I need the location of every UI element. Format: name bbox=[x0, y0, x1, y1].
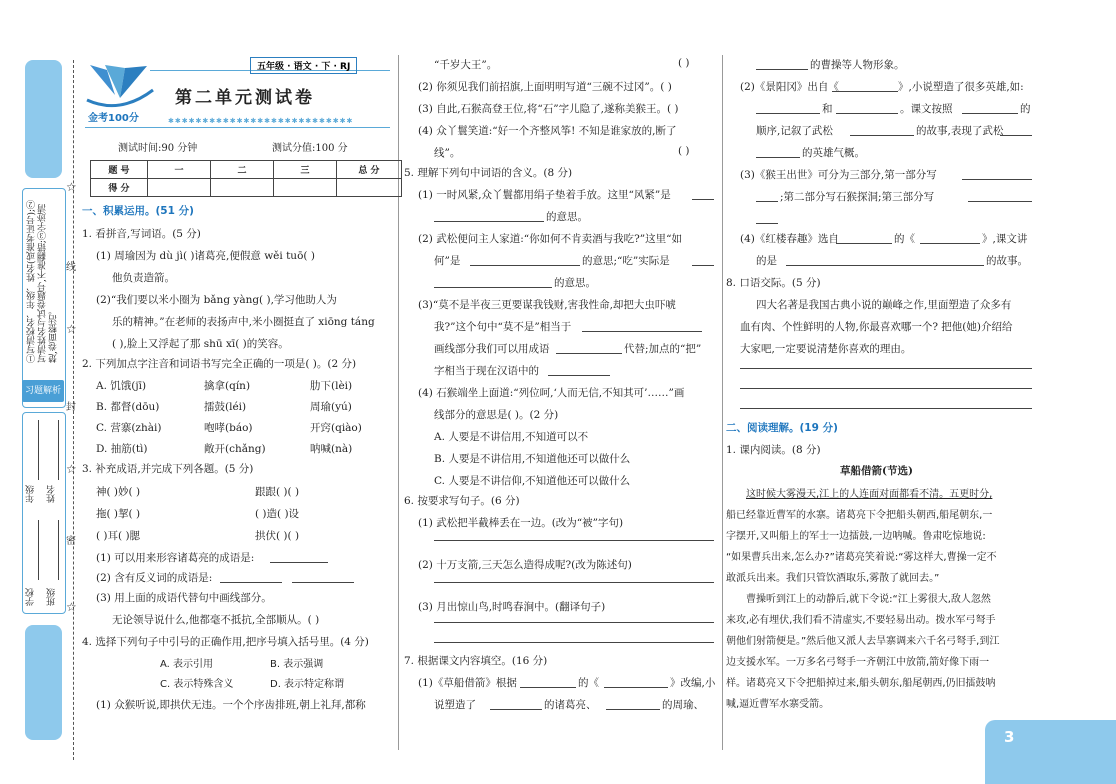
section-heading: 二、阅读理解。(19 分) bbox=[726, 422, 838, 434]
side-field-line bbox=[38, 420, 39, 480]
star-icon: ☆ bbox=[66, 462, 77, 476]
question-line: (4) 石猴端坐上面道:“列位呵,‘人而无信,不知其可’……”画 bbox=[418, 387, 685, 399]
question-line: (2) 你须见我们前招旗,上面明明写道“三碗不过冈”。( ) bbox=[418, 81, 672, 93]
answer-blank[interactable] bbox=[756, 223, 778, 224]
question-line: 4. 选择下列句子中引号的正确作用,把序号填入括号里。(4 分) bbox=[82, 636, 369, 648]
question-line: (2) 武松便问主人家道:“你如何不肯卖酒与我吃?”这里“如 bbox=[418, 233, 682, 245]
passage-line: “如果曹兵出来,怎么办?”诸葛亮笑着说:“雾这样大,曹操一定不 bbox=[726, 552, 997, 563]
score-header: 题 号 bbox=[91, 161, 148, 179]
passage-line: 朝他们射箭便是。”然后他又派人去旱寨调来六千名弓弩手,到江 bbox=[726, 636, 1000, 647]
test-time: 测试时间:90 分钟 bbox=[118, 143, 198, 154]
answer-blank[interactable] bbox=[962, 179, 1032, 180]
passage-line: 这时候大雾漫天,江上的人连面对面都看不清。五更时分, bbox=[746, 489, 993, 500]
side-note: ①写清校名、年级、姓名(或准考证号);②写清姓名与试卷题号,不准翻错;③字迹清楚,卷面整洁。 bbox=[27, 199, 59, 363]
answer-blank[interactable] bbox=[434, 221, 544, 222]
answer-blank[interactable] bbox=[836, 113, 898, 114]
answer-blank[interactable] bbox=[962, 113, 1018, 114]
answer-blank[interactable] bbox=[850, 135, 914, 136]
answer-blank[interactable] bbox=[692, 265, 714, 266]
option-item: A. 表示引用 bbox=[160, 659, 214, 670]
question-line: (3) 自此,石猴高登王位,将“石”字儿隐了,遂称美猴王。( ) bbox=[418, 103, 679, 115]
question-line: 的 bbox=[1020, 103, 1031, 115]
question-line: 的《 bbox=[894, 233, 915, 245]
cut-mark: 密 bbox=[66, 536, 76, 547]
answer-analysis-button[interactable]: 习题解析 bbox=[22, 380, 64, 402]
option-item: C. 人要是不讲信仰,不知道他还可以做什么 bbox=[434, 475, 631, 487]
question-line: (4)《红楼春趣》选自 bbox=[740, 233, 839, 245]
answer-blank[interactable] bbox=[832, 91, 898, 92]
option-item: A. 饥饿(jī) bbox=[96, 380, 147, 392]
question-line: 的诸葛亮、 bbox=[544, 699, 597, 711]
answer-line[interactable] bbox=[740, 388, 1032, 389]
answer-line[interactable] bbox=[740, 408, 1032, 409]
question-line: (1) 武松把半截棒丢在一边。(改为“被”字句) bbox=[418, 517, 624, 529]
passage-line: 来攻,必有埋伏,我们看不清虚实,不要轻易出动。拨水军弓弩手 bbox=[726, 615, 996, 626]
answer-blank[interactable] bbox=[836, 243, 892, 244]
question-line: 》改编,小 bbox=[670, 677, 716, 689]
side-field-box bbox=[22, 412, 66, 614]
question-line: 1. 看拼音,写词语。(5 分) bbox=[82, 228, 201, 240]
answer-blank[interactable] bbox=[556, 353, 622, 354]
header-rule bbox=[85, 127, 390, 128]
star-icon: ☆ bbox=[66, 322, 77, 336]
option-item: C. 营寨(zhài) bbox=[96, 422, 162, 434]
answer-line[interactable] bbox=[434, 642, 714, 643]
score-table bbox=[90, 160, 402, 197]
answer-blank[interactable] bbox=[270, 562, 328, 563]
passage-line: 样。诸葛亮又下令把船掉过来,船头朝东,船尾朝西,仍旧擂鼓呐 bbox=[726, 678, 996, 689]
question-line: 他负责造箭。 bbox=[112, 272, 175, 284]
answer-blank[interactable] bbox=[756, 157, 800, 158]
answer-blank[interactable] bbox=[968, 201, 1032, 202]
question-line: (1)《草船借箭》根据 bbox=[418, 677, 517, 689]
question-line: (3)《猴王出世》可分为三部分,第一部分写 bbox=[740, 169, 937, 181]
question-line: 的意思。 bbox=[546, 211, 588, 223]
question-line: (3) 用上面的成语代替句中画线部分。 bbox=[96, 592, 272, 604]
column-divider bbox=[722, 55, 723, 750]
question-line: 》,小说塑造了很多英雄,如: bbox=[898, 81, 1024, 93]
answer-blank[interactable] bbox=[606, 709, 660, 710]
question-line: (2) 十万支箭,三天怎么造得成呢?(改为陈述句) bbox=[418, 559, 632, 571]
passage-line: 字摆开,又叫船上的军士一边擂鼓,一边呐喊。鲁肃吃惊地说: bbox=[726, 531, 986, 542]
answer-blank[interactable] bbox=[604, 687, 668, 688]
answer-blank[interactable] bbox=[292, 582, 354, 583]
question-line: “千岁大王”。 bbox=[434, 59, 498, 71]
answer-blank[interactable] bbox=[756, 113, 820, 114]
answer-line[interactable] bbox=[434, 582, 714, 583]
passage-line: 敢派兵出来。我们只管饮酒取乐,雾散了就回去。” bbox=[726, 573, 940, 584]
score-cell[interactable] bbox=[211, 179, 274, 197]
idiom-item: 跟跟( )( ) bbox=[255, 486, 300, 498]
star-decoration: ✱✱✱✱✱✱✱✱✱✱✱✱✱✱✱✱✱✱✱✱✱✱✱✱✱✱✱ bbox=[168, 117, 354, 125]
side-tab-top bbox=[25, 60, 62, 178]
answer-paren[interactable]: ( ) bbox=[678, 57, 690, 69]
answer-line[interactable] bbox=[434, 622, 714, 623]
question-line: 的《 bbox=[578, 677, 599, 689]
answer-blank[interactable] bbox=[582, 331, 702, 332]
side-field-line bbox=[58, 520, 59, 580]
answer-paren[interactable]: ( ) bbox=[678, 145, 690, 157]
question-line: 的故事。 bbox=[986, 255, 1028, 267]
question-line: 大家吧,一定要说清楚你喜欢的理由。 bbox=[740, 343, 912, 355]
question-line: (1) 一时风紧,众丫鬟都用绢子垫着手放。这里“风紧”是 bbox=[418, 189, 671, 201]
question-line: 1. 课内阅读。(8 分) bbox=[726, 444, 821, 456]
question-line: ;第二部分写石猴探洞;第三部分写 bbox=[780, 191, 935, 203]
question-line: 6. 按要求写句子。(6 分) bbox=[404, 495, 520, 507]
answer-blank[interactable] bbox=[786, 265, 984, 266]
option-item: C. 表示特殊含义 bbox=[160, 679, 234, 690]
option-item: B. 都督(dōu) bbox=[96, 401, 160, 413]
idiom-item: 拖( )挈( ) bbox=[96, 508, 141, 520]
question-line: (4) 众丫鬟笑道:“好一个齐整风筝! 不知是谁家放的,断了 bbox=[418, 125, 677, 137]
question-line: (3) 月出惊山鸟,时鸣春涧中。(翻译句子) bbox=[418, 601, 606, 613]
question-line: 3. 补充成语,并完成下列各题。(5 分) bbox=[82, 463, 254, 475]
answer-blank[interactable] bbox=[548, 375, 610, 376]
option-item: B. 表示强调 bbox=[270, 659, 324, 670]
question-line: 的是 bbox=[756, 255, 777, 267]
option-item: 敞开(chǎng) bbox=[204, 443, 266, 455]
option-item: D. 抽筋(tì) bbox=[96, 443, 148, 455]
score-header: 总 分 bbox=[337, 161, 402, 179]
answer-blank[interactable] bbox=[520, 687, 576, 688]
option-item: 周瑜(yú) bbox=[310, 401, 352, 413]
passage-line: 喊,逼近曹军水寨受箭。 bbox=[726, 699, 830, 710]
question-line: (3)“莫不是半夜三更要谋我钱财,害我性命,却把大虫吓唬 bbox=[418, 299, 676, 311]
passage-line: 曹操听到江上的动静后,就下令说:“江上雾很大,敌人忽然 bbox=[746, 594, 991, 605]
score-header: 二 bbox=[211, 161, 274, 179]
question-line: 的英雄气概。 bbox=[802, 147, 865, 159]
question-line: 和 bbox=[822, 103, 833, 115]
question-line: 无论领导说什么,他都毫不抵抗,全部顺从。( ) bbox=[112, 614, 320, 626]
question-line: (2)《景阳冈》出自《 bbox=[740, 81, 839, 93]
idiom-item: ( )耳( )腮 bbox=[96, 530, 141, 542]
score-cell[interactable] bbox=[274, 179, 337, 197]
brand-name: 金考100分 bbox=[88, 113, 139, 124]
score-cell[interactable] bbox=[337, 179, 402, 197]
score-header: 三 bbox=[274, 161, 337, 179]
question-line: 。课文按照 bbox=[900, 103, 953, 115]
question-line: 的故事,表现了武松 bbox=[916, 125, 1004, 137]
question-line: 乐的精神。”在老师的表扬声中,米小圈挺直了 xiōng táng bbox=[112, 316, 375, 328]
question-line: 说塑造了 bbox=[434, 699, 476, 711]
option-item: 肋下(lèi) bbox=[310, 380, 353, 392]
answer-blank[interactable] bbox=[470, 265, 580, 266]
question-line: (2) 含有反义词的成语是: bbox=[96, 572, 213, 584]
side-note-box bbox=[22, 188, 66, 408]
page-number: 3 bbox=[1004, 728, 1015, 746]
side-field-grade: 年级 bbox=[26, 485, 36, 503]
question-line: 顺序,记叙了武松 bbox=[756, 125, 833, 137]
answer-blank[interactable] bbox=[756, 69, 808, 70]
question-line: 我?”这个句中“莫不是”相当于 bbox=[434, 321, 572, 333]
question-line: 四大名著是我国古典小说的巅峰之作,里面塑造了众多有 bbox=[756, 299, 1012, 311]
side-field-line bbox=[38, 520, 39, 580]
test-score: 测试分值:100 分 bbox=[272, 143, 348, 154]
option-item: B. 人要是不讲信用,不知道他还可以做什么 bbox=[434, 453, 631, 465]
option-item: 开窍(qiào) bbox=[310, 422, 362, 434]
side-field-line bbox=[58, 420, 59, 480]
cut-mark: 封 bbox=[66, 402, 76, 413]
page-title: 第二单元测试卷 bbox=[175, 88, 315, 108]
score-header: 一 bbox=[148, 161, 211, 179]
question-line: 的曹操等人物形象。 bbox=[810, 59, 905, 71]
side-field-school: 学校 bbox=[26, 588, 36, 606]
passage-line: 船已经靠近曹军的水寨。诸葛亮下令把船头朝西,船尾朝东,一 bbox=[726, 510, 993, 521]
question-line: 何”是 bbox=[434, 255, 461, 267]
option-item: 呐喊(nà) bbox=[310, 443, 353, 455]
score-row-label: 得 分 bbox=[91, 179, 148, 197]
question-line: (1) 可以用来形容诸葛亮的成语是: bbox=[96, 552, 255, 564]
passage-title: 草船借箭(节选) bbox=[840, 465, 913, 477]
question-line: 7. 根据课文内容填空。(16 分) bbox=[404, 655, 548, 667]
idiom-item: ( )造( )设 bbox=[255, 508, 300, 520]
question-line: (1) 众猴听说,即拱伏无违。一个个序齿排班,朝上礼拜,都称 bbox=[96, 699, 366, 711]
star-icon: ☆ bbox=[66, 600, 77, 614]
question-line: 的周瑜、 bbox=[662, 699, 704, 711]
question-line: (2)“我们要以米小圈为 bǎng yàng( ),学习他助人为 bbox=[96, 294, 337, 306]
cut-mark: 线 bbox=[66, 262, 76, 273]
option-item: D. 表示特定称谓 bbox=[270, 679, 345, 690]
section-heading: 一、积累运用。(51 分) bbox=[82, 205, 194, 217]
question-line: 2. 下列加点字注音和词语书写完全正确的一项是( )。(2 分) bbox=[82, 358, 357, 370]
option-item: A. 人要是不讲信用,不知道可以不 bbox=[434, 431, 589, 443]
side-tab-bottom bbox=[25, 625, 62, 740]
answer-line[interactable] bbox=[740, 368, 1032, 369]
question-line: 》,课文讲 bbox=[982, 233, 1028, 245]
star-icon: ☆ bbox=[66, 180, 77, 194]
question-line: ( ),脸上又浮起了那 shū xī( )的笑容。 bbox=[112, 338, 289, 350]
idiom-item: 拱伏( )( ) bbox=[255, 530, 300, 542]
answer-blank[interactable] bbox=[434, 287, 552, 288]
answer-blank[interactable] bbox=[490, 709, 542, 710]
answer-blank[interactable] bbox=[756, 201, 778, 202]
question-line: 线部分的意思是( )。(2 分) bbox=[434, 409, 559, 421]
answer-blank[interactable] bbox=[920, 243, 980, 244]
answer-blank[interactable] bbox=[692, 199, 714, 200]
question-line: 的意思;“吃”实际是 bbox=[582, 255, 670, 267]
idiom-item: 神( )妙( ) bbox=[96, 486, 141, 498]
answer-blank[interactable] bbox=[220, 582, 282, 583]
score-cell[interactable] bbox=[148, 179, 211, 197]
question-line: 5. 理解下列句中词语的含义。(8 分) bbox=[404, 167, 573, 179]
option-item: 咆哮(báo) bbox=[204, 422, 253, 434]
side-field-name: 姓名 bbox=[47, 485, 57, 503]
question-line: 字相当于现在汉语中的 bbox=[434, 365, 539, 377]
answer-blank[interactable] bbox=[1000, 135, 1032, 136]
answer-line[interactable] bbox=[434, 540, 714, 541]
option-item: 擂鼓(léi) bbox=[204, 401, 247, 413]
question-line: 8. 口语交际。(5 分) bbox=[726, 277, 821, 289]
question-line: (1) 周瑜因为 dù jì( )诸葛亮,便假意 wěi tuō( ) bbox=[96, 250, 315, 262]
option-item: 擒拿(qín) bbox=[204, 380, 251, 392]
side-field-class: 班级 bbox=[47, 588, 57, 606]
question-line: 代替;加点的“把” bbox=[624, 343, 702, 355]
question-line: 血有肉、个性鲜明的人物,你最喜欢哪一个? 把他(她)介绍给 bbox=[740, 321, 1013, 333]
grade-badge: 五年级 · 语文 · 下 · RJ bbox=[250, 57, 357, 74]
question-line: 线”。 bbox=[434, 147, 461, 159]
question-line: 画线部分我们可以用成语 bbox=[434, 343, 550, 355]
passage-line: 边支援水军。一万多名弓弩手一齐朝江中放箭,箭好像下雨一 bbox=[726, 657, 990, 668]
question-line: 的意思。 bbox=[554, 277, 596, 289]
